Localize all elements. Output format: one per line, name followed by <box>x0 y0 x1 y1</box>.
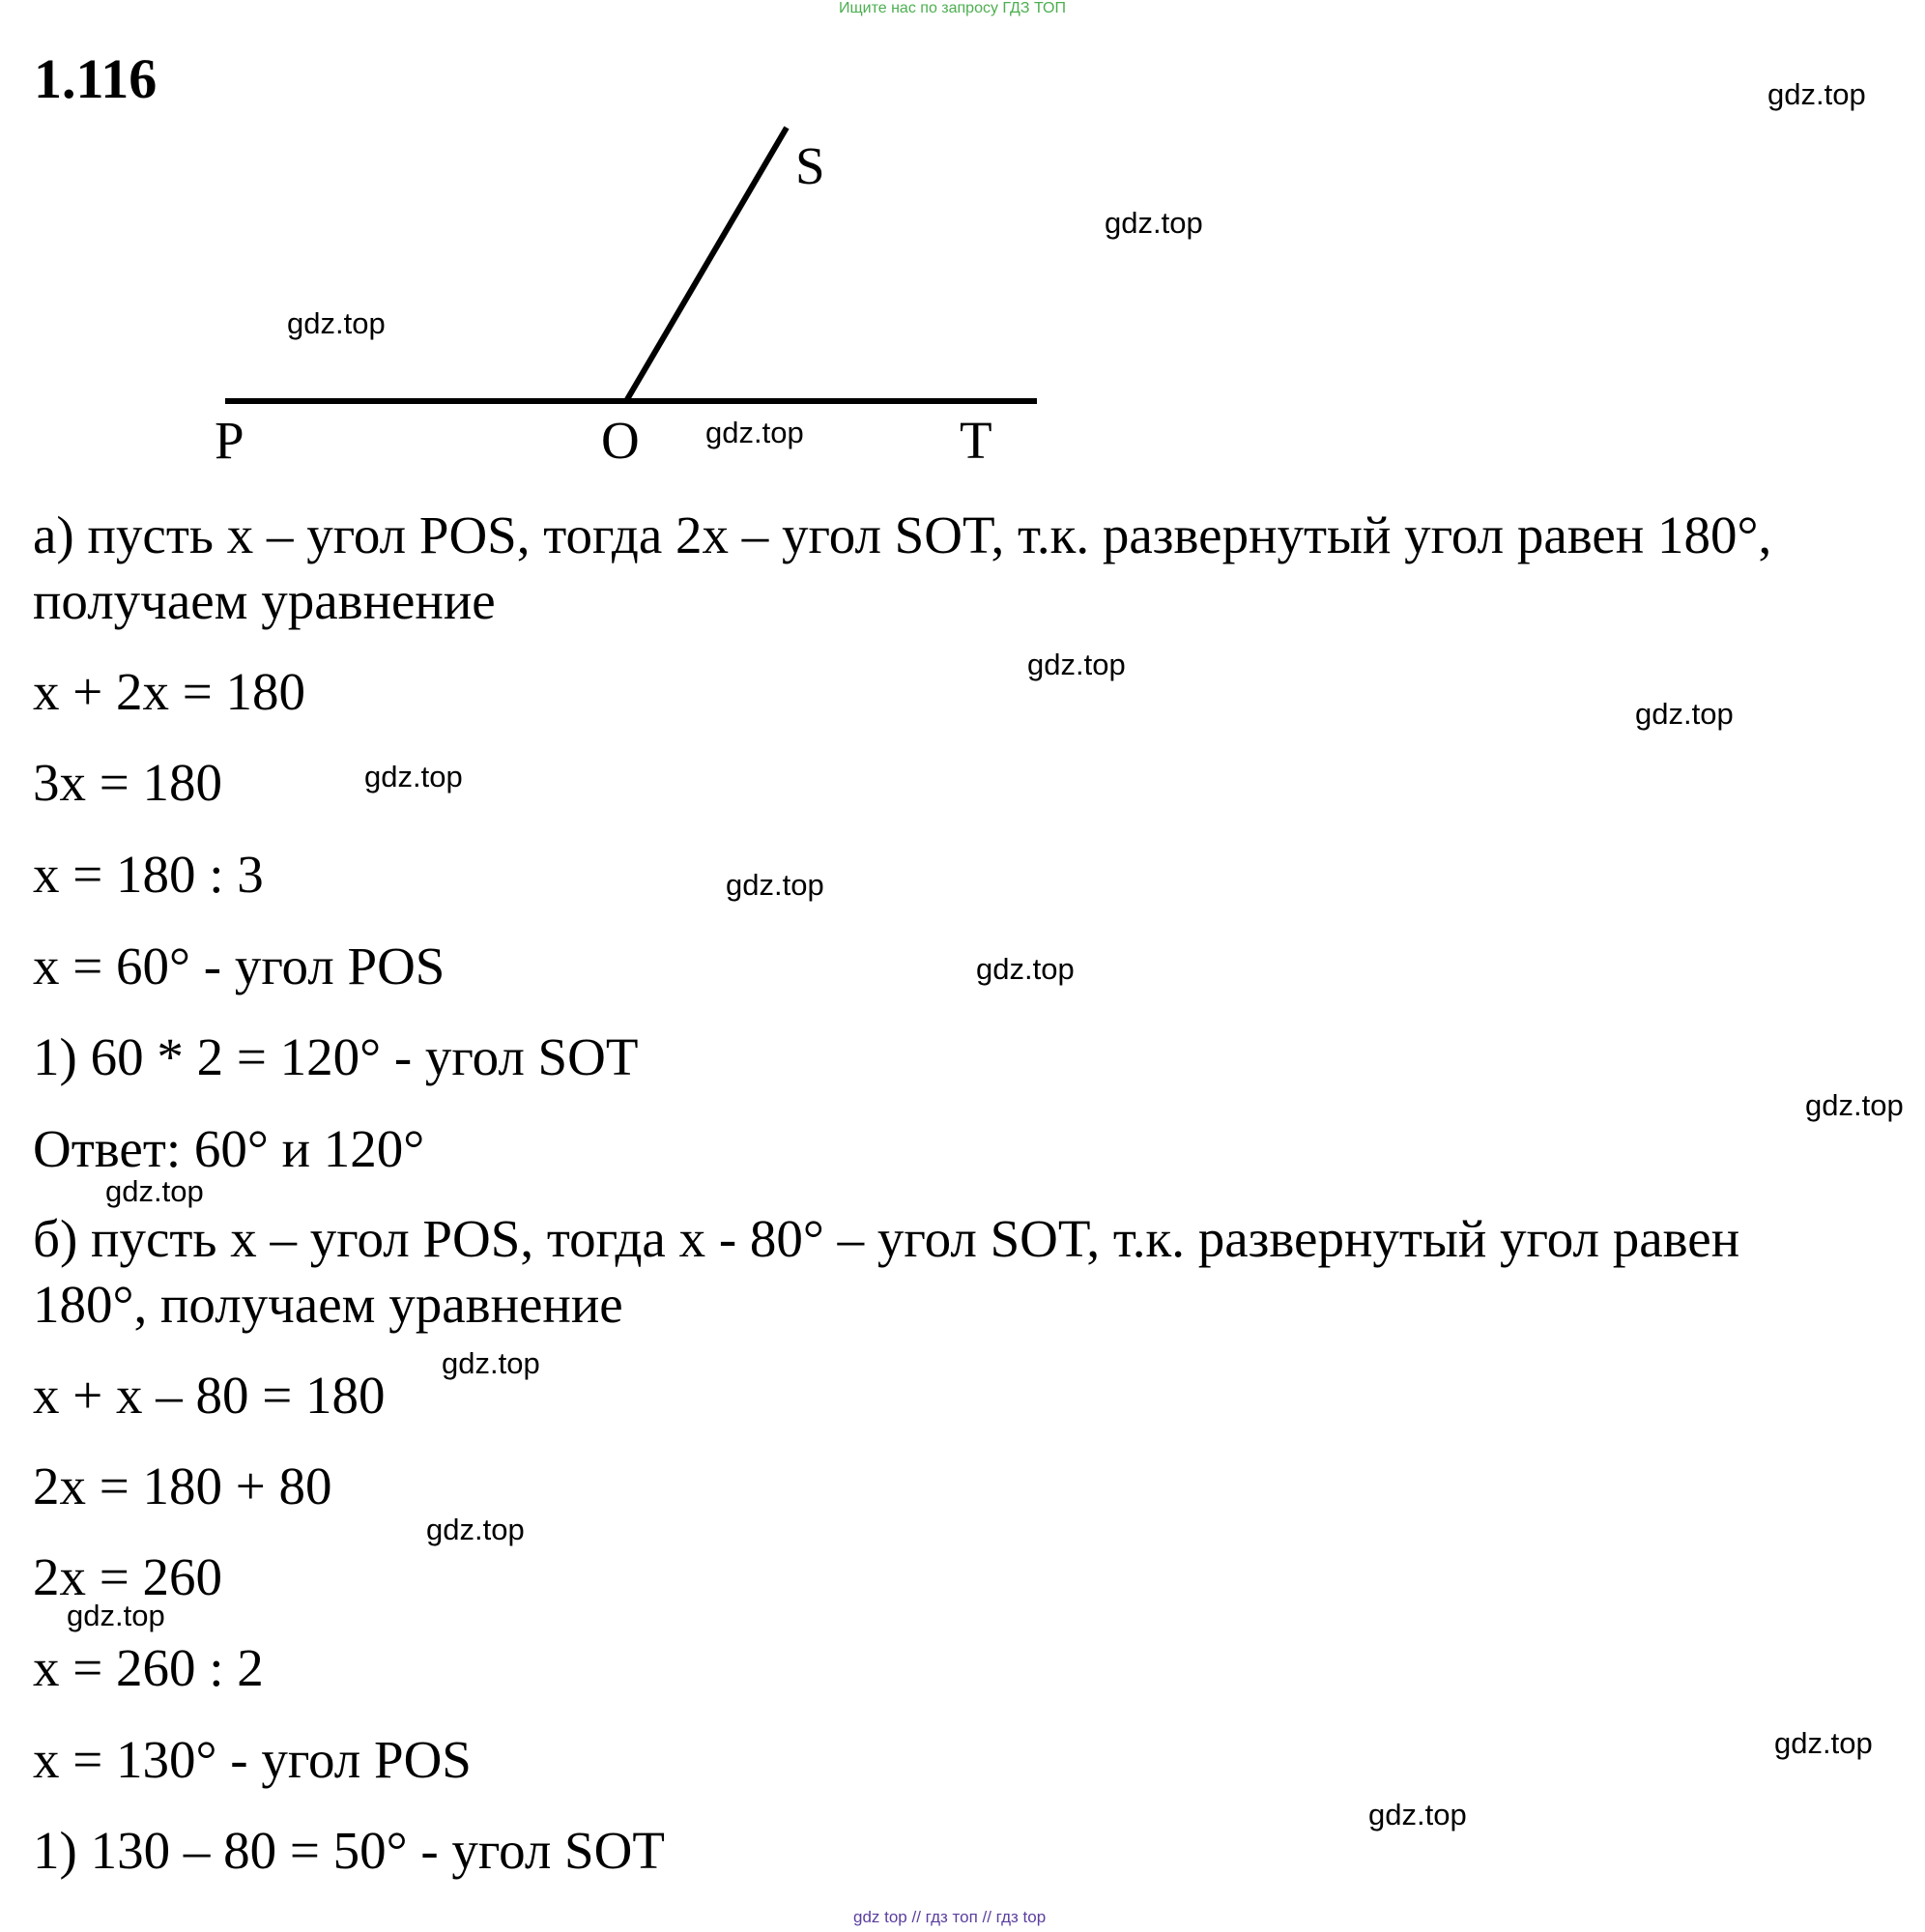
watermark: gdz.top <box>364 760 463 793</box>
part-a-step1: 1) 60 * 2 = 120° - угол SOT <box>33 1027 639 1086</box>
part-b-intro-line1: б) пусть x – угол POS, тогда x - 80° – угол SOT, т.к. развернутый угол равен <box>33 1209 1740 1268</box>
watermark: gdz.top <box>287 306 386 340</box>
watermark: gdz.top <box>1767 77 1866 111</box>
problem-number: 1.116 <box>34 47 158 110</box>
part-b-eq1: x + x – 80 = 180 <box>33 1366 386 1425</box>
bottom-banner: gdz top // гдз топ // гдз top <box>853 1908 1047 1926</box>
part-a-eq2: 3x = 180 <box>33 753 223 812</box>
watermark: gdz.top <box>1805 1088 1904 1122</box>
label-s: S <box>795 136 825 195</box>
top-banner: Ищите нас по запросу ГДЗ ТОП <box>839 0 1066 16</box>
watermark: gdz.top <box>67 1599 165 1632</box>
part-a-intro-line2: получаем уравнение <box>33 571 496 630</box>
part-a-intro-line1: а) пусть x – угол POS, тогда 2x – угол SOT, т.к. развернутый угол равен 180°, <box>33 505 1772 564</box>
label-o: O <box>601 411 640 470</box>
watermark: gdz.top <box>1635 697 1734 731</box>
label-t: T <box>960 411 992 470</box>
part-b-intro-line2: 180°, получаем уравнение <box>33 1275 623 1334</box>
label-p: P <box>215 411 244 470</box>
watermark: gdz.top <box>105 1174 204 1208</box>
watermark: gdz.top <box>705 416 804 449</box>
ray-os <box>626 128 787 401</box>
watermark: gdz.top <box>1368 1798 1467 1831</box>
part-a-eq1: x + 2x = 180 <box>33 662 306 721</box>
part-b-eq4: x = 260 : 2 <box>33 1638 264 1697</box>
part-b-eq2: 2x = 180 + 80 <box>33 1456 332 1515</box>
watermark: gdz.top <box>426 1513 525 1546</box>
part-b-step1: 1) 130 – 80 = 50° - угол SOT <box>33 1821 665 1880</box>
part-b-eq3: 2x = 260 <box>33 1547 223 1606</box>
watermark: gdz.top <box>1774 1726 1873 1760</box>
watermark: gdz.top <box>976 952 1075 986</box>
part-a-eq3: x = 180 : 3 <box>33 845 264 904</box>
part-b-eq5: x = 130° - угол POS <box>33 1730 472 1789</box>
watermark: gdz.top <box>726 868 824 902</box>
watermark: gdz.top <box>1027 648 1126 681</box>
watermark: gdz.top <box>442 1346 540 1380</box>
part-a-answer: Ответ: 60° и 120° <box>33 1119 425 1178</box>
watermark: gdz.top <box>1105 206 1203 240</box>
part-a-eq4: x = 60° - угол POS <box>33 937 445 995</box>
